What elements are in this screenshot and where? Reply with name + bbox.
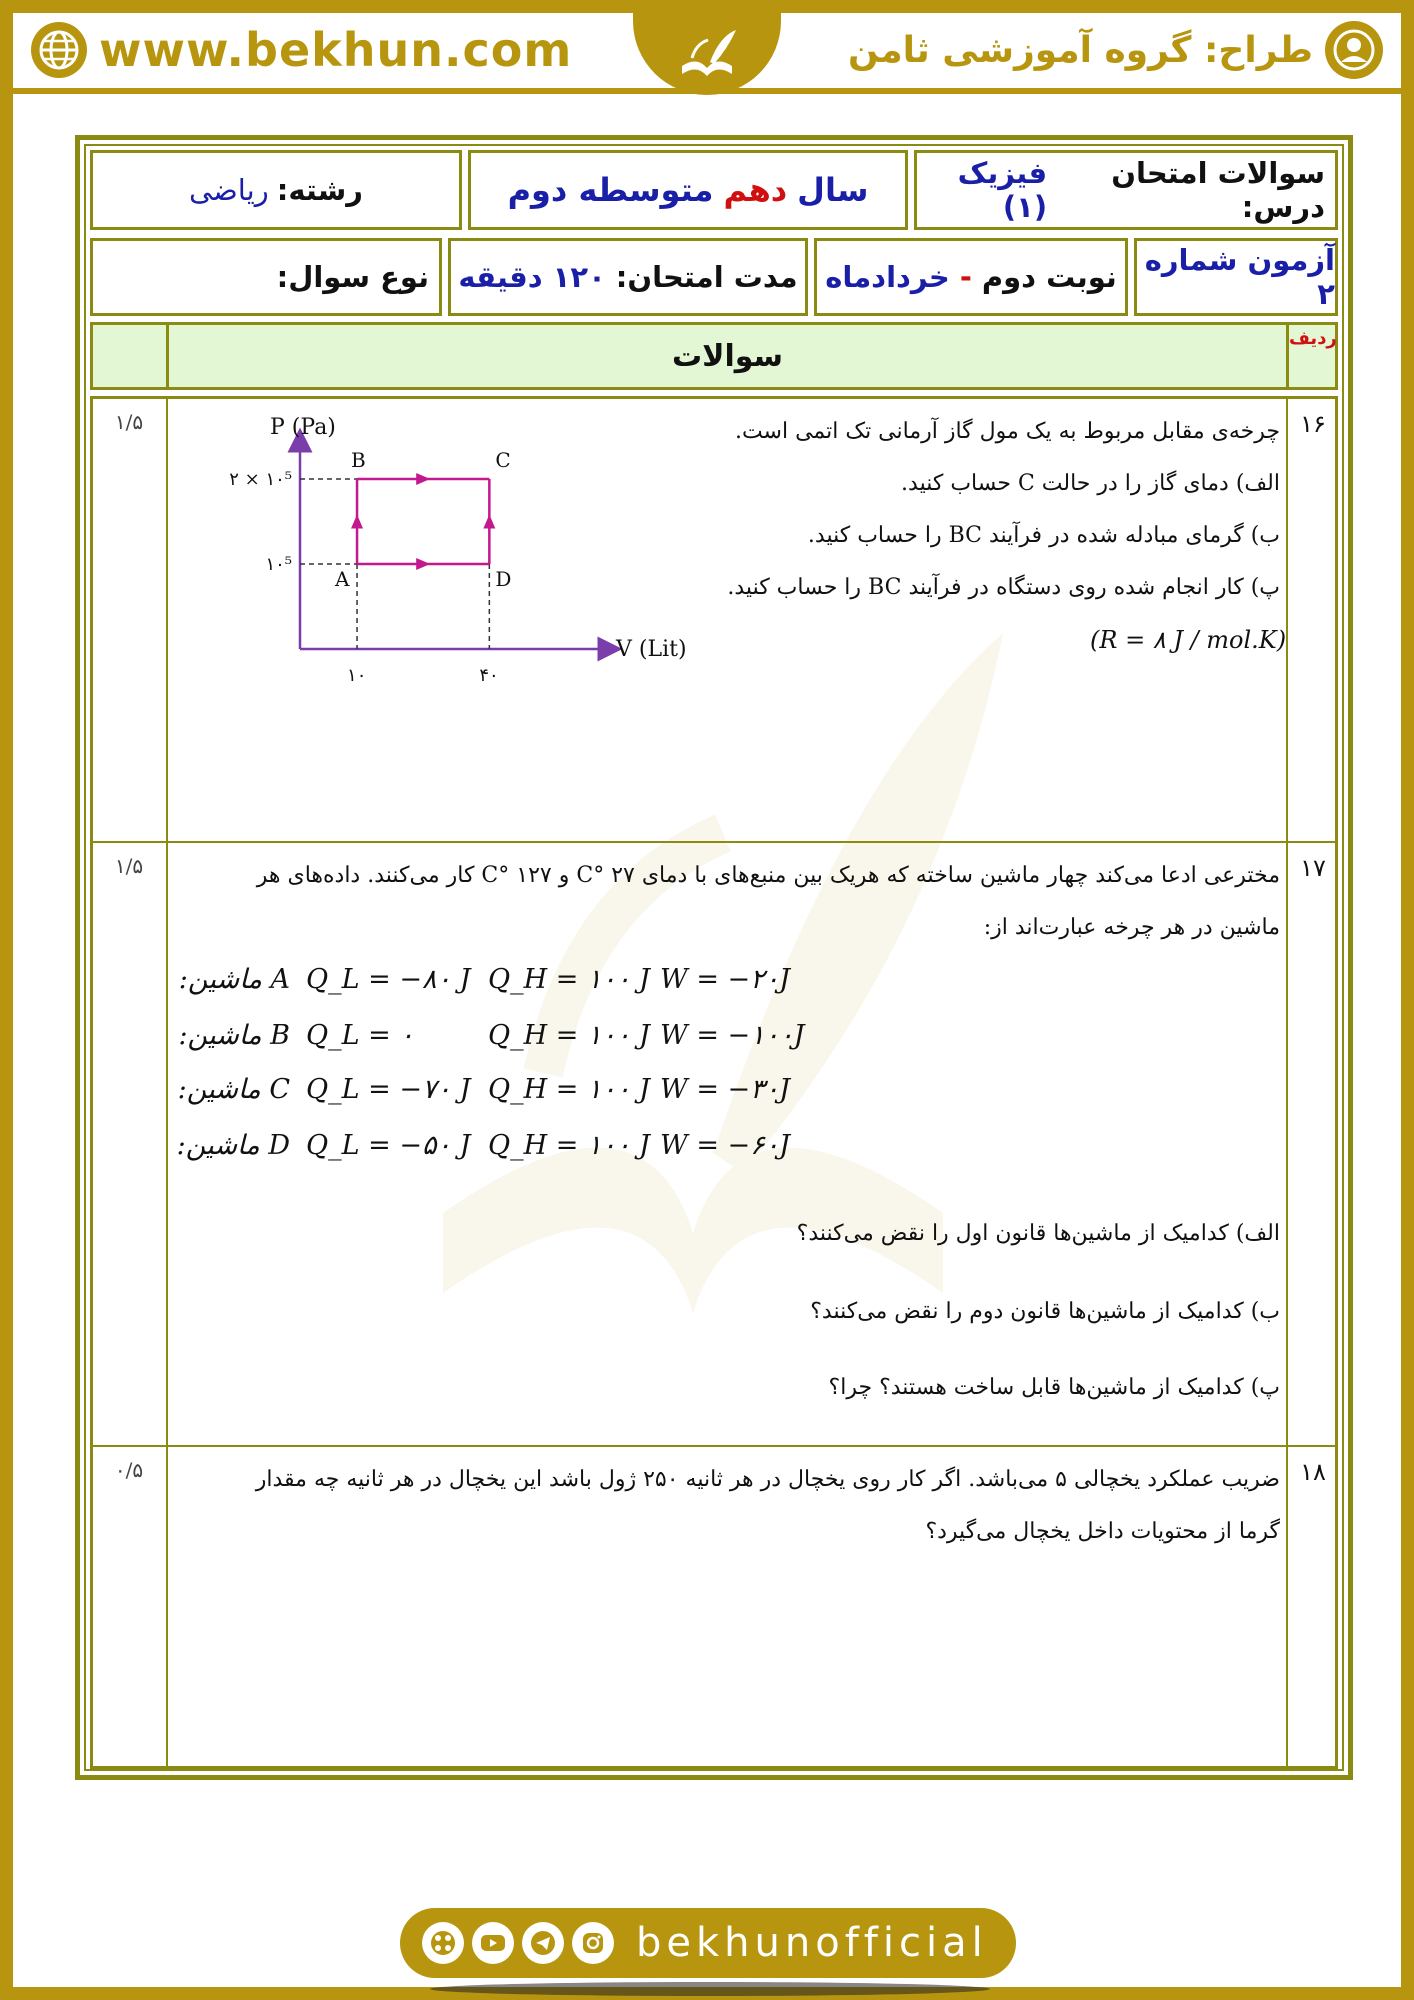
exam-sheet [75, 135, 1353, 1780]
machine-ql: Q_L = −۵۰ J [306, 1130, 471, 1161]
machine-label: A ماشین: [178, 964, 290, 995]
question-18-text [172, 1454, 1280, 1558]
machine-label: C ماشین: [177, 1074, 290, 1105]
machine-qh: Q_H = ۱۰۰ J [488, 1130, 650, 1161]
session-month: خردادماه [825, 260, 950, 294]
session-sep: - [959, 260, 972, 294]
field-value: ریاضی [189, 173, 269, 207]
book-logo-icon [662, 22, 752, 86]
website-url: www.bekhun.com [99, 23, 573, 77]
machine-qh: Q_H = ۱۰۰ J [488, 1020, 650, 1051]
question-line: چرخه‌ی مقابل مربوط به یک مول گاز آرمانی تک اتمی است. [734, 419, 1280, 444]
designer-text: طراح: گروه آموزشی ثامن [847, 29, 1313, 71]
question-type-cell [90, 238, 442, 316]
question-number: ۱۷ [1300, 854, 1326, 882]
subject-label: سوالات امتحان درس: [1111, 156, 1325, 224]
aparat-icon[interactable] [422, 1922, 464, 1964]
machine-label: B ماشین: [178, 1020, 290, 1051]
social-handle: bekhunofficial [636, 1920, 988, 1966]
youtube-icon[interactable] [472, 1922, 514, 1964]
y-tick-label: ۱۰⁵ [265, 554, 292, 575]
machine-ql: Q_L = ۰ [306, 1020, 414, 1051]
website-link[interactable] [31, 21, 572, 79]
grade-part3: متوسطه دوم [507, 171, 714, 209]
telegram-icon[interactable] [522, 1922, 564, 1964]
machine-w: W = −۶۰J [660, 1130, 790, 1161]
question-line: پ) کار انجام شده روی دستگاه در فرآیند BC را حساب کنید. [727, 575, 1280, 600]
question-line: ب) گرمای مبادله شده در فرآیند BC را حساب کنید. [807, 523, 1280, 548]
y-tick-label: ۲ × ۱۰⁵ [229, 469, 292, 490]
question-part: پ) کدامیک از ماشین‌ها قابل ساخت هستند؟ چرا؟ [828, 1375, 1280, 1400]
x-tick-label: ۴۰ [479, 665, 499, 686]
question-number: ۱۶ [1300, 410, 1326, 438]
point-label-B: B [351, 448, 366, 472]
question-line: ماشین در هر چرخه عبارت‌اند از: [983, 915, 1280, 940]
duration-value: ۱۲۰ دقیقه [458, 260, 606, 294]
machine-ql: Q_L = −۷۰ J [306, 1074, 471, 1105]
arrow-AD [416, 558, 430, 570]
question-score: ۱/۵ [114, 410, 144, 434]
point-label-D: D [495, 567, 512, 591]
question-line: مخترعی ادعا می‌کند چهار ماشین ساخته که هریک بین منبع‌های با دمای ۲۷ °C و ۱۲۷ °C کار می‌کنند. داده‌های هر [256, 863, 1280, 888]
machine-ql: Q_L = −۸۰ J [306, 964, 471, 995]
grade-part1: سال [797, 171, 869, 209]
machine-w: W = −۳۰J [660, 1074, 790, 1105]
session-label: نوبت دوم [981, 260, 1117, 294]
question-line: گرما از محتویات داخل یخچال می‌گیرد؟ [925, 1519, 1280, 1544]
machine-label: D ماشین: [176, 1130, 290, 1161]
questions-title: سوالات [671, 338, 784, 374]
x-axis-label: V (Lit) [616, 637, 687, 662]
test-number: آزمون شماره ۲ [1144, 243, 1335, 311]
session-cell [814, 238, 1128, 316]
designer-credit [848, 21, 1383, 79]
globe-icon [31, 22, 87, 78]
question-part: ب) کدامیک از ماشین‌ها قانون دوم را نقض می‌کنند؟ [810, 1299, 1280, 1324]
machine-qh: Q_H = ۱۰۰ J [488, 964, 650, 995]
point-label-C: C [495, 448, 511, 472]
arrow-DC [483, 515, 495, 529]
question-line: ضریب عملکرد یخچالی ۵ می‌باشد. اگر کار روی یخچال در هر ثانیه ۲۵۰ ژول باشد این یخچال در هر ثانیه چه مقدار [255, 1467, 1280, 1492]
gas-constant: (R = ۸ J / mol.K) [1090, 626, 1287, 654]
question-part: الف) کدامیک از ماشین‌ها قانون اول را نقض می‌کنند؟ [796, 1221, 1280, 1246]
row-label: ردیف [1289, 328, 1337, 349]
grade-part2: دهم [723, 171, 788, 209]
subject-cell [914, 150, 1338, 230]
machine-w: W = −۱۰۰J [660, 1020, 805, 1051]
social-footer[interactable] [400, 1908, 1016, 1978]
footer-shadow [430, 1982, 990, 1996]
question-type-label: نوع سوال: [276, 260, 429, 294]
arrow-BC [416, 473, 430, 485]
page [13, 13, 1401, 1987]
field-cell [90, 150, 462, 230]
point-label-A: A [335, 567, 350, 591]
arrow-AB [351, 515, 363, 529]
instagram-icon[interactable] [572, 1922, 614, 1964]
y-axis-label: P (Pa) [270, 415, 336, 440]
question-score: ۱/۵ [114, 854, 144, 878]
brand-logo [633, 13, 781, 95]
question-17-intro [172, 850, 1280, 954]
test-number-cell [1134, 238, 1338, 316]
question-16-text [640, 406, 1280, 614]
field-label: رشته: [276, 173, 363, 207]
machine-qh: Q_H = ۱۰۰ J [488, 1074, 650, 1105]
question-number: ۱۸ [1300, 1458, 1326, 1486]
question-score: ۰/۵ [114, 1458, 144, 1482]
header-bar [13, 13, 1401, 94]
subject-value: فیزیک (۱) [957, 156, 1048, 224]
duration-cell [448, 238, 808, 316]
duration-label: مدت امتحان: [615, 260, 798, 294]
question-line: الف) دمای گاز را در حالت C حساب کنید. [901, 471, 1280, 496]
machine-w: W = −۲۰J [660, 964, 790, 995]
person-icon [1325, 21, 1383, 79]
grade-cell [468, 150, 908, 230]
x-tick-label: ۱۰ [347, 665, 367, 686]
pv-diagram [170, 402, 690, 702]
